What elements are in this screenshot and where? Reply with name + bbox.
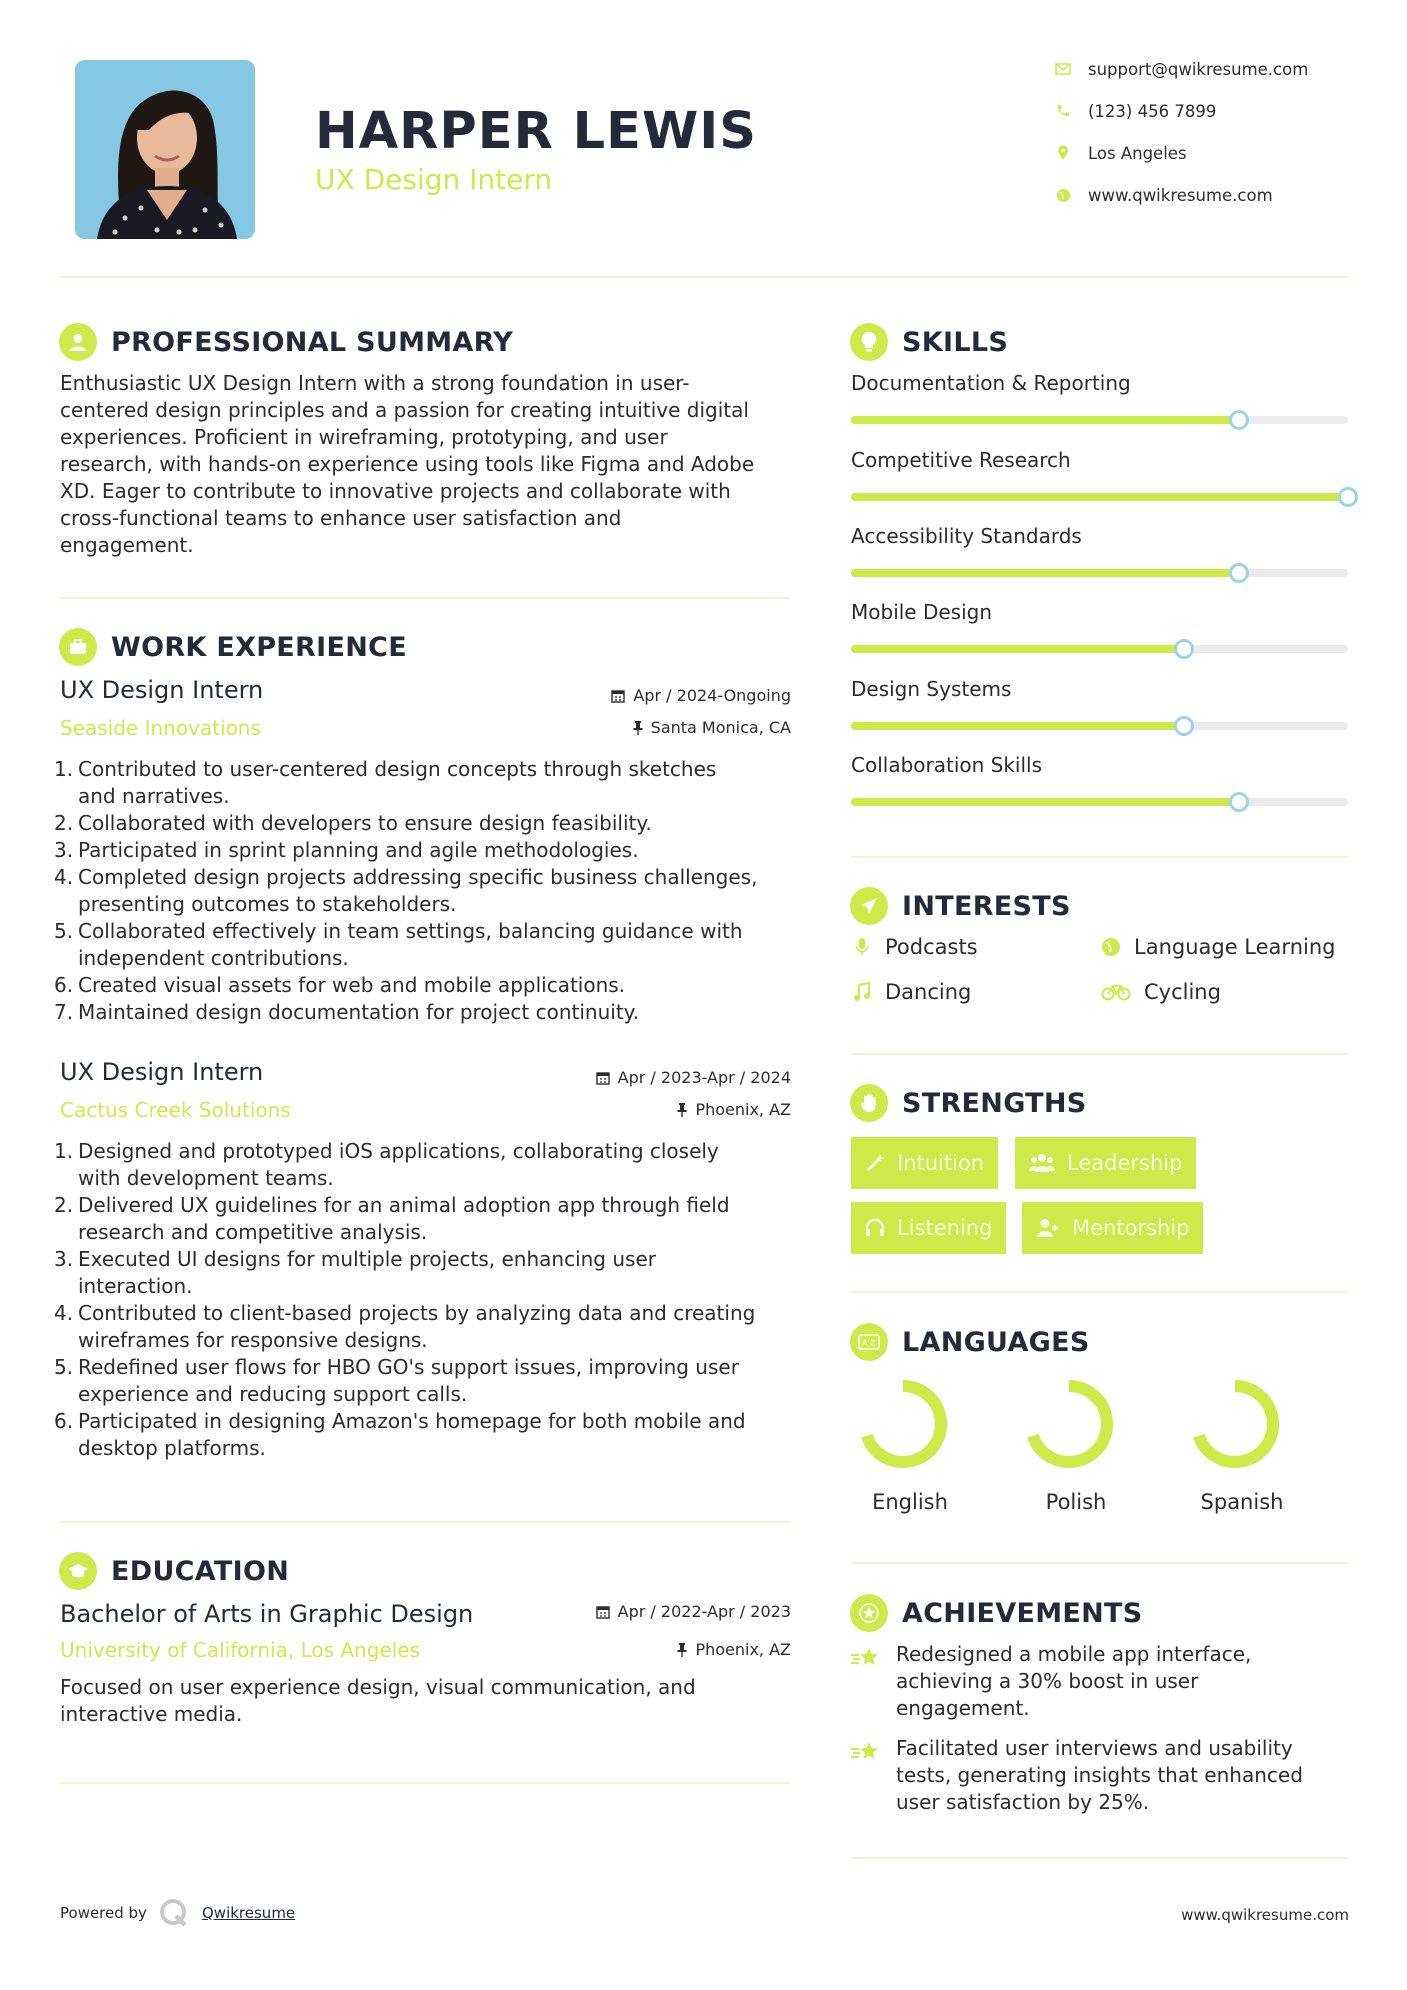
skill-bar-fill [851,645,1184,653]
skill-bar [851,416,1348,424]
strength-chip: Listening [851,1202,1006,1254]
contact-phone[interactable]: (123) 456 7899 [1052,100,1216,122]
location-pin-icon [1052,142,1074,164]
summary-text: Enthusiastic UX Design Intern with a strong foundation in user- centered design principles and a passion for creating intuitive digital experiences. Proficient in wireframing, prototyping, and user research, with hands-on experience using tools like Figma and Adobe XD. Eager to contribute to innovative projects and collaborate with cross-functional teams to enhance user satisfaction and engagement. [60,371,755,557]
skill-bar [851,493,1348,501]
section-divider [851,1857,1348,1859]
skill-bar-fill [851,569,1239,577]
strengths-heading: STRENGTHS [850,1084,1087,1122]
skill-label: Competitive Research [851,448,1071,472]
list-item: 3. Executed UI designs for multiple projects, enhancing user interaction. [54,1247,656,1298]
phone-icon [1052,100,1074,122]
job-duties [54,756,810,1026]
skill-label: Accessibility Standards [851,524,1082,548]
profile-photo [75,60,255,239]
interest-item: Podcasts [851,935,978,959]
list-item: 3. Participated in sprint planning and agile methodologies. [54,838,639,862]
interest-item: Cycling [1100,980,1221,1004]
skill-bar-knob [1174,716,1194,736]
footer-website[interactable]: www.qwikresume.com [1181,1906,1349,1924]
strength-chip: Mentorship [1022,1202,1203,1254]
qwikresume-logo-icon [158,1898,190,1932]
shooting-star-icon [850,1740,882,1768]
paper-plane-icon [850,887,888,925]
candidate-role: UX Design Intern [315,163,553,196]
calendar-icon [611,689,625,703]
company-name: Seaside Innovations [60,716,261,740]
language-level-ring [1189,1378,1281,1470]
job-title: UX Design Intern [60,1058,264,1086]
shooting-star-icon [850,1646,882,1674]
skill-bar-knob [1338,487,1358,507]
powered-by-label: Powered by [60,1904,147,1922]
language-level-ring [857,1378,949,1470]
education-date: Apr / 2022-Apr / 2023 [596,1602,791,1621]
language-icon [850,1323,888,1361]
pushpin-icon [633,721,643,735]
language-label: Spanish [1200,1490,1284,1514]
section-divider [851,1053,1348,1055]
interest-item: Dancing [851,980,971,1004]
skill-bar-fill [851,798,1239,806]
language-level-ring [1023,1378,1115,1470]
list-item: 5. Redefined user flows for HBO GO's support issues, improving user experience and reducing support calls. [54,1355,739,1406]
skill-label: Collaboration Skills [851,753,1043,777]
envelope-icon [1052,58,1074,80]
section-divider [851,856,1348,858]
svg-text:A文: A文 [862,1338,876,1348]
section-divider [60,597,790,599]
interests-heading: INTERESTS [850,887,1071,925]
list-item: 7. Maintained design documentation for project continuity. [54,1000,639,1024]
education-location: Phoenix, AZ [677,1640,791,1659]
user-plus-icon [1036,1218,1060,1238]
achievement-item: Redesigned a mobile app interface, achieving a 30% boost in user engagement. [896,1642,1252,1720]
job-date: Apr / 2023-Apr / 2024 [596,1068,791,1087]
star-badge-icon [850,1594,888,1632]
job-location: Phoenix, AZ [677,1100,791,1119]
job-date: Apr / 2024-Ongoing [611,686,791,705]
education-text: Focused on user experience design, visual communication, and interactive media. [60,1675,696,1726]
school-name: University of California, Los Angeles [60,1638,421,1662]
summary-heading: PROFESSIONAL SUMMARY [59,323,513,361]
list-item: 4. Completed design projects addressing specific business challenges, presenting outcomes to stakeholders. [54,865,758,916]
candidate-name: HARPER LEWIS [315,102,757,161]
skills-heading: SKILLS [850,323,1008,361]
skill-bar [851,645,1348,653]
list-item: 2. Delivered UX guidelines for an animal adoption app through field research and competitive analysis. [54,1193,730,1244]
job-duties [54,1138,810,1462]
degree-title: Bachelor of Arts in Graphic Design [60,1600,474,1628]
section-divider [851,1291,1348,1293]
work-heading: WORK EXPERIENCE [59,628,407,666]
skill-bar-knob [1229,410,1249,430]
achievement-item: Facilitated user interviews and usability tests, generating insights that enhanced user satisfaction by 25%. [896,1736,1303,1814]
language-label: Polish [1045,1490,1107,1514]
bicycle-icon [1100,983,1132,1001]
skill-bar [851,798,1348,806]
list-item: 5. Collaborated effectively in team settings, balancing guidance with independent contributions. [54,919,743,970]
skill-bar-fill [851,416,1239,424]
hand-icon [850,1084,888,1122]
language-label: English [872,1490,948,1514]
list-item: 1. Designed and prototyped iOS applications, collaborating closely with development teams. [54,1139,719,1190]
group-icon [1029,1153,1055,1173]
skill-bar [851,569,1348,577]
contact-location: Los Angeles [1052,142,1187,164]
skill-bar-fill [851,493,1348,501]
list-item: 6. Created visual assets for web and mobile applications. [54,973,626,997]
calendar-icon [596,1605,610,1619]
skill-bar-knob [1174,639,1194,659]
achievements-heading: ACHIEVEMENTS [850,1594,1143,1632]
section-divider [60,1782,790,1784]
skill-bar-fill [851,722,1184,730]
interest-item: Language Learning [1100,935,1335,959]
skill-bar [851,722,1348,730]
calendar-icon [596,1071,610,1085]
education-heading: EDUCATION [59,1552,289,1590]
list-item: 2. Collaborated with developers to ensure design feasibility. [54,811,652,835]
job-title: UX Design Intern [60,676,264,704]
list-item: 6. Participated in designing Amazon's homepage for both mobile and desktop platforms. [54,1409,746,1460]
pushpin-icon [677,1103,687,1117]
strength-chip: Leadership [1015,1137,1196,1189]
globe-icon [1052,184,1074,206]
headphones-icon [865,1218,885,1238]
contact-website[interactable]: www.qwikresume.com [1052,184,1273,206]
skill-label: Mobile Design [851,600,993,624]
company-name: Cactus Creek Solutions [60,1098,291,1122]
pushpin-icon [677,1643,687,1657]
section-divider [851,1562,1348,1564]
skill-label: Design Systems [851,677,1012,701]
languages-heading: A文 LANGUAGES [850,1323,1090,1361]
graduation-icon [59,1552,97,1590]
strength-chip: Intuition [851,1137,998,1189]
list-item: 4. Contributed to client-based projects by analyzing data and creating wireframes for responsive designs. [54,1301,756,1352]
skill-bar-knob [1229,792,1249,812]
section-divider [60,1521,790,1523]
skill-label: Documentation & Reporting [851,371,1131,395]
job-location: Santa Monica, CA [633,718,791,737]
list-item: 1. Contributed to user-centered design concepts through sketches and narratives. [54,757,717,808]
header-divider [60,276,1348,278]
user-icon [59,323,97,361]
magic-wand-icon [865,1153,885,1173]
globe-icon [1100,937,1122,957]
qwikresume-link[interactable]: Qwikresume [202,1904,296,1922]
music-note-icon [851,982,873,1002]
lightbulb-icon [850,323,888,361]
skill-bar-knob [1229,563,1249,583]
contact-email[interactable]: support@qwikresume.com [1052,58,1308,80]
microphone-icon [851,937,873,957]
briefcase-icon [59,628,97,666]
